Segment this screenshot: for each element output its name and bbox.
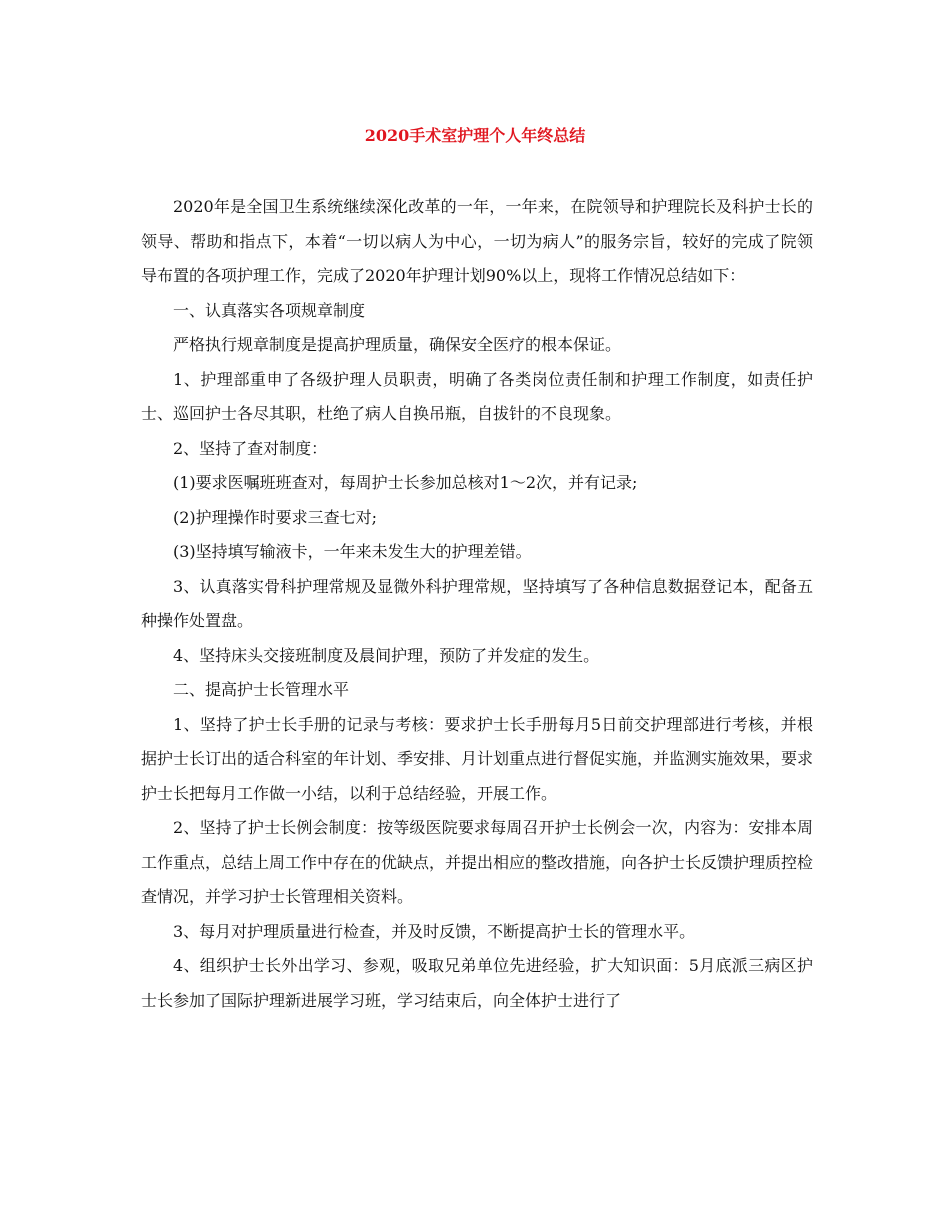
paragraph: 4、组织护士长外出学习、参观，吸取兄弟单位先进经验，扩大知识面：5月底派三病区护士长参加了国际护理新进展学习班，学习结束后，向全体护士进行了 [141,956,813,1010]
list-item: (1)要求医嘱班班查对，每周护士长参加总核对1～2次，并有记录; [173,473,638,492]
paragraph: 3、认真落实骨科护理常规及显微外科护理常规，坚持填写了各种信息数据登记本，配备五种操作处置盘。 [141,576,813,630]
paragraph: 2、坚持了护士长例会制度：按等级医院要求每周召开护士长例会一次，内容为：安排本周工作重点，总结上周工作中存在的优缺点，并提出相应的整改措施，向各护士长反馈护理质控检查情况，并学习护士长管理相关资料。 [141,818,814,906]
document-title: 2020手术室护理个人年终总结 [364,126,586,145]
section-heading-2: 二、提高护士长管理水平 [173,680,350,699]
paragraph: 严格执行规章制度是提高护理质量，确保安全医疗的根本保证。 [173,335,622,354]
paragraph: 1、护理部重申了各级护理人员职责，明确了各类岗位责任制和护理工作制度，如责任护士、巡回护士各尽其职，杜绝了病人自换吊瓶，自拔针的不良现象。 [141,369,813,423]
section-heading-1: 一、认真落实各项规章制度 [173,300,366,320]
paragraph: 4、坚持床头交接班制度及晨间护理，预防了并发症的发生。 [173,645,600,665]
list-item: (2)护理操作时要求三查七对; [173,507,378,527]
paragraph: 2、坚持了查对制度： [173,438,328,458]
paragraph: 1、坚持了护士长手册的记录与考核：要求护士长手册每月5日前交护理部进行考核，并根据护士长订出的适合科室的年计划、季安排、月计划重点进行督促实施，并监测实施效果，要求护士长把每月工作做一小结，以利于总结经验，开展工作。 [141,714,814,803]
paragraph-intro: 2020年是全国卫生系统继续深化改革的一年，一年来，在院领导和护理院长及科护士长的领导、帮助和指点下，本着“一切以病人为中心，一切为病人”的服务宗旨，较好的完成了院领导布置的各项护理工作，完成了2020年护理计划90%以上，现将工作情况总结如下： [141,197,813,285]
document-body [141,190,813,1018]
list-item: (3)坚持填写输液卡，一年来未发生大的护理差错。 [173,542,532,561]
paragraph: 3、每月对护理质量进行检查，并及时反馈，不断提高护士长的管理水平。 [173,921,696,941]
